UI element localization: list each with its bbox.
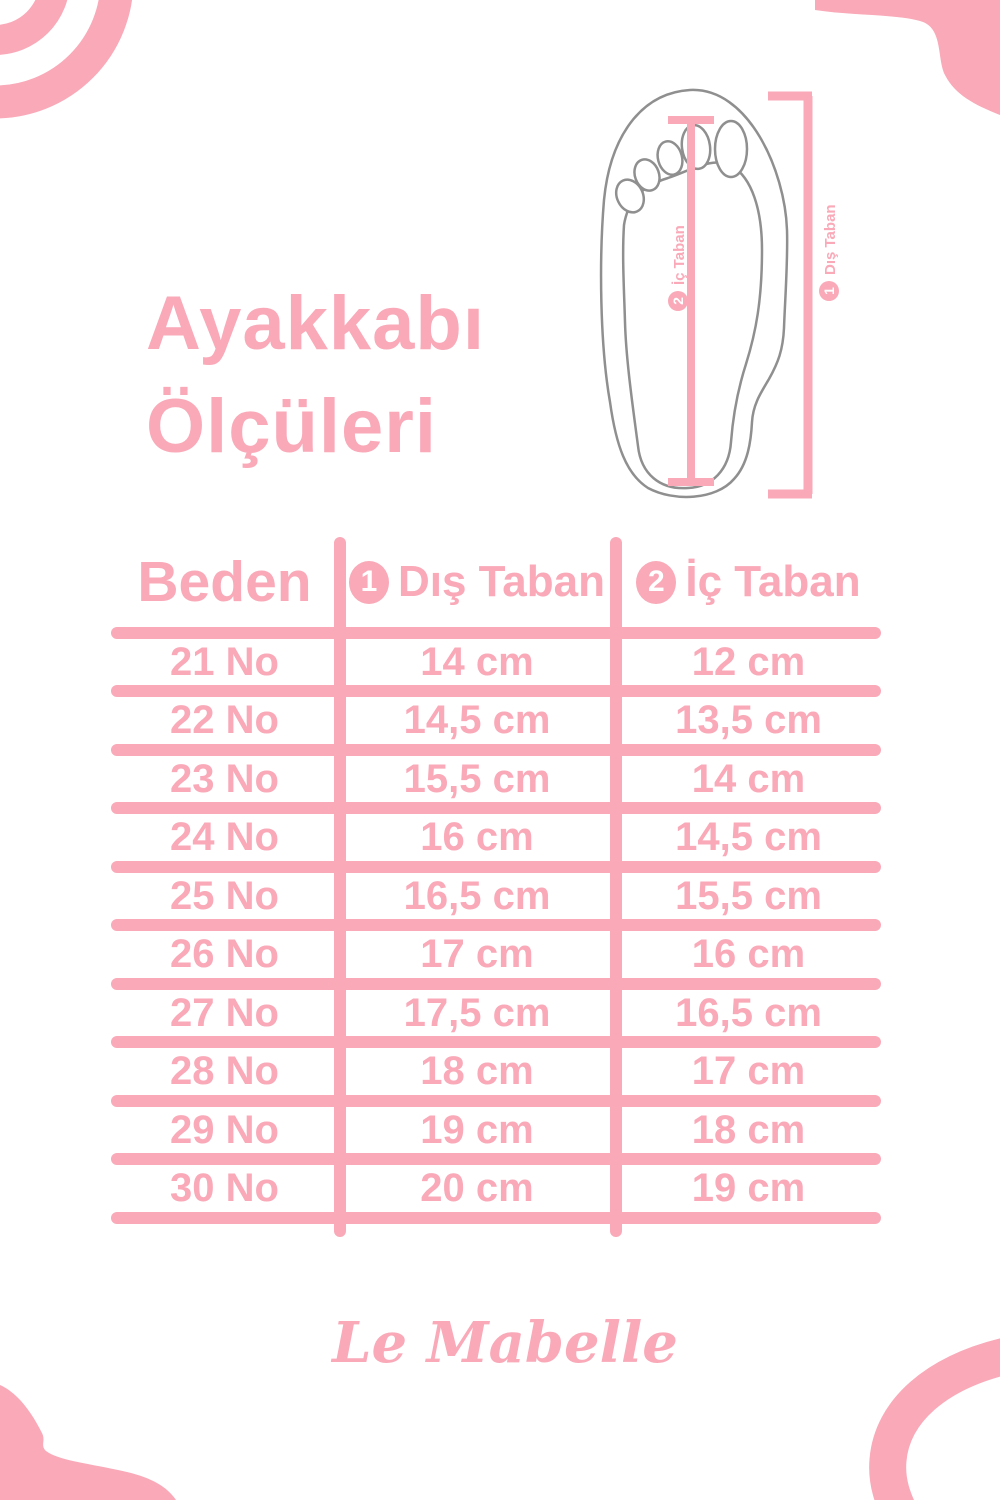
inner-sole-cell: 17 cm bbox=[691, 1049, 806, 1094]
circled-2-icon: 2 bbox=[636, 561, 676, 604]
size-cell: 22 No bbox=[170, 698, 279, 743]
page-title-line1: Ayakkabı bbox=[146, 281, 485, 366]
circled-1-icon: 1 bbox=[349, 561, 389, 604]
outer-sole-cell: 16,5 cm bbox=[403, 873, 551, 918]
table-row bbox=[111, 1043, 881, 1102]
outer-sole-column-header: Dış Taban bbox=[397, 557, 605, 606]
table-row bbox=[111, 1160, 881, 1219]
inner-sole-cell: 19 cm bbox=[691, 1166, 806, 1211]
corner-blob-bottom-left-decoration bbox=[0, 1385, 185, 1500]
size-table bbox=[111, 537, 881, 1237]
size-cell: 25 No bbox=[170, 873, 279, 918]
inner-sole-cell: 14,5 cm bbox=[675, 815, 822, 860]
outer-sole-cell: 17,5 cm bbox=[403, 990, 551, 1035]
header-cell-inner-sole bbox=[616, 557, 881, 607]
corner-rings-decoration bbox=[0, 0, 180, 160]
size-cell: 29 No bbox=[170, 1107, 279, 1152]
outer-sole-diagram-label bbox=[819, 204, 839, 301]
size-column-header: Beden bbox=[137, 550, 312, 614]
table-row bbox=[111, 867, 881, 926]
size-cell: 23 No bbox=[170, 756, 279, 801]
inner-sole-cell: 12 cm bbox=[691, 639, 806, 684]
page-title bbox=[146, 272, 485, 478]
table-row bbox=[111, 750, 881, 809]
inner-sole-cell: 16,5 cm bbox=[675, 990, 822, 1035]
size-cell: 21 No bbox=[170, 639, 279, 684]
inner-sole-number: 2 bbox=[670, 297, 686, 305]
outer-sole-cell: 15,5 cm bbox=[403, 756, 551, 801]
header-cell-outer-sole bbox=[338, 557, 616, 607]
outer-sole-cell: 18 cm bbox=[420, 1049, 534, 1094]
size-cell: 27 No bbox=[170, 990, 279, 1035]
inner-sole-diagram-label bbox=[668, 225, 688, 311]
inner-sole-cell: 15,5 cm bbox=[675, 873, 822, 918]
table-row bbox=[111, 926, 881, 985]
big-toe-ellipse bbox=[715, 121, 747, 177]
size-cell: 30 No bbox=[170, 1166, 279, 1211]
size-cell: 24 No bbox=[170, 815, 279, 860]
table-row bbox=[111, 809, 881, 868]
inner-sole-cell: 14 cm bbox=[691, 756, 806, 801]
inner-sole-column-header: İç Taban bbox=[685, 557, 861, 606]
inner-sole-label: İç Taban bbox=[671, 225, 688, 285]
size-cell: 28 No bbox=[170, 1049, 279, 1094]
outer-sole-cell: 19 cm bbox=[420, 1107, 534, 1152]
outer-sole-number: 1 bbox=[821, 287, 837, 295]
table-row bbox=[111, 692, 881, 751]
foot-diagram bbox=[540, 60, 870, 530]
inner-sole-cell: 13,5 cm bbox=[675, 698, 822, 743]
outer-sole-label: Dış Taban bbox=[822, 204, 839, 275]
outer-sole-cell: 14,5 cm bbox=[403, 698, 551, 743]
outer-sole-cell: 17 cm bbox=[420, 932, 534, 977]
outer-sole-cell: 14 cm bbox=[420, 639, 534, 684]
inner-sole-cell: 18 cm bbox=[691, 1107, 806, 1152]
table-row bbox=[111, 1101, 881, 1160]
outer-sole-cell: 20 cm bbox=[420, 1166, 534, 1211]
brand-logo: Le Mabelle bbox=[332, 1310, 678, 1376]
page-title-line2: Ölçüleri bbox=[146, 384, 437, 469]
outer-sole-cell: 16 cm bbox=[420, 815, 534, 860]
table-row bbox=[111, 633, 881, 692]
table-row bbox=[111, 984, 881, 1043]
header-cell-size bbox=[111, 549, 338, 615]
table-header-row bbox=[111, 537, 881, 627]
table-body bbox=[111, 633, 881, 1218]
inner-sole-cell: 16 cm bbox=[691, 932, 806, 977]
size-cell: 26 No bbox=[170, 932, 279, 977]
